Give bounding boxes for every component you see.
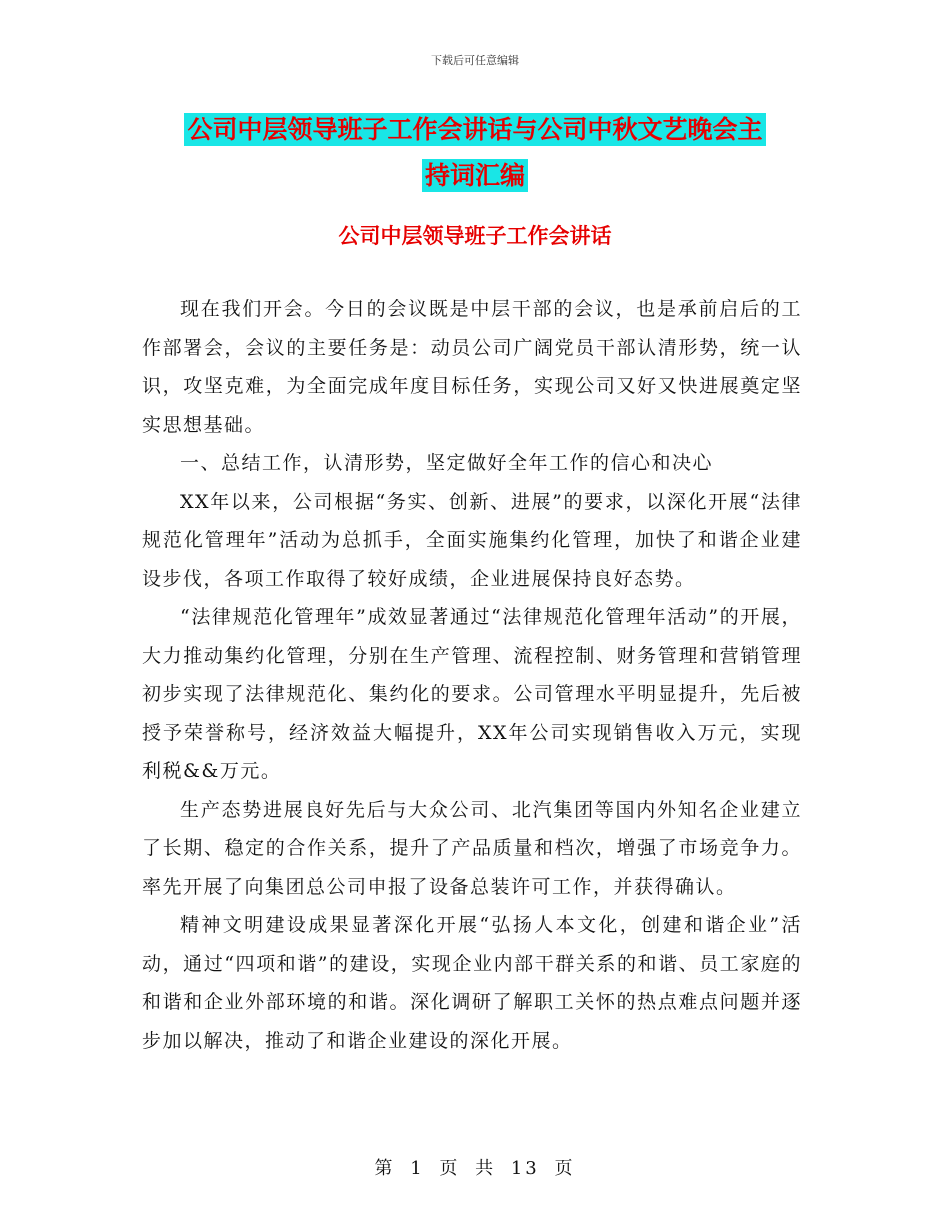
header-note: 下载后可任意编辑	[431, 54, 519, 67]
document-title-text-1: 公司中层领导班子工作会讲话与公司中秋文艺晚会主	[184, 113, 765, 146]
paragraph: “法律规范化管理年”成效显著通过“法律规范化管理年活动”的开展，大力推动集约化管理，分别在生产管理、流程控制、财务管理和营销管理初步实现了法律规范化、集约化的要求。公司管理水平明显提升，先后被授予荣誉称号，经济效益大幅提升，XX年公司实现销售收入万元，实现利税&&万元。	[142, 606, 802, 782]
paragraph: XX年以来，公司根据“务实、创新、进展”的要求，以深化开展“法律规范化管理年”活动为总抓手，全面实施集约化管理，加快了和谐企业建设步伐，各项工作取得了较好成绩，企业进展保持良好态势。	[142, 490, 802, 590]
page-footer: 第 1 页 共 13 页	[374, 1158, 576, 1179]
paragraph: 现在我们开会。今日的会议既是中层干部的会议，也是承前启后的工作部署会，会议的主要任务是：动员公司广阔党员干部认清形势，统一认识，攻坚克难，为全面完成年度目标任务，实现公司又好又快进展奠定坚实思想基础。	[142, 298, 802, 436]
document-title-text-2: 持词汇编	[422, 159, 528, 192]
document-title-line-2	[0, 152, 950, 200]
paragraph: 精神文明建设成果显著深化开展“弘扬人本文化，创建和谐企业”活动，通过“四项和谐”的建设，实现企业内部干群关系的和谐、员工家庭的和谐和企业外部环境的和谐。深化调研了解职工关怀的热点难点问题并逐步加以解决，推动了和谐企业建设的深化开展。	[142, 914, 802, 1052]
document-title-line-1	[0, 106, 950, 154]
section-title: 公司中层领导班子工作会讲话	[338, 223, 612, 248]
document-body	[142, 290, 802, 1060]
paragraph: 生产态势进展良好先后与大众公司、北汽集团等国内外知名企业建立了长期、稳定的合作关系，提升了产品质量和档次，增强了市场竞争力。率先开展了向集团总公司申报了设备总装许可工作，并获得确认。	[142, 798, 802, 898]
paragraph: 一、总结工作，认清形势，坚定做好全年工作的信心和决心	[180, 452, 714, 474]
